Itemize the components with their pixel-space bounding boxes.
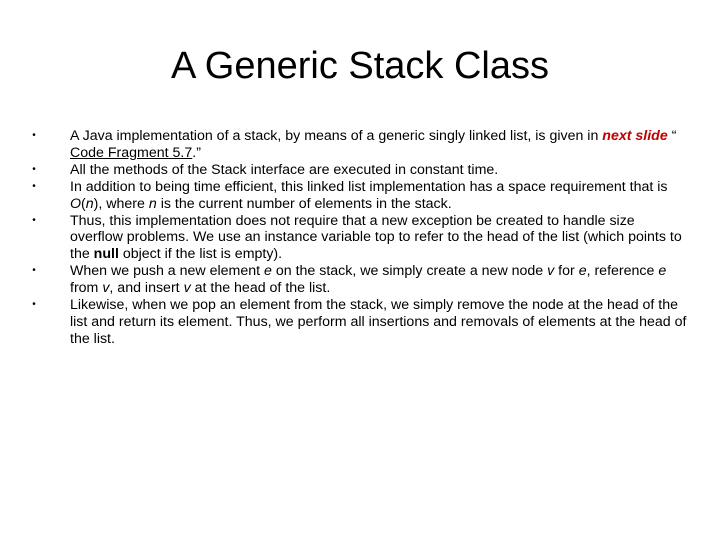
bullet-icon: •	[32, 299, 36, 311]
bullet-item: • When we push a new element e on the stack, we simply create a new node v for e, reference e from v, and insert v at the head of the list.	[28, 263, 688, 297]
bullet-icon: •	[32, 163, 36, 175]
bullet-item: • In addition to being time efficient, this linked list implementation has a space requirement that is O(n), where n is the current number of elements in the stack.	[28, 179, 688, 213]
code-fragment-ref: Code Fragment 5.7	[70, 144, 193, 161]
next-slide-link[interactable]: next slide	[602, 128, 668, 144]
bullet-item: • A Java implementation of a stack, by means of a generic singly linked list, is given in next slide “ Code Fragment 5.7.”	[28, 128, 688, 162]
bullet-icon: •	[32, 130, 36, 141]
bullet-icon: •	[32, 265, 36, 277]
slide-title: A Generic Stack Class	[170, 45, 550, 87]
bullet-item: • Thus, this implementation does not require that a new exception be created to handle size overflow problems. We use an instance variable top to refer to the head of the list (which points to the null object if the list is empty).	[28, 213, 688, 264]
bullet-item: • Likewise, when we pop an element from the stack, we simply remove the node at the head of the list and return its element. Thus, we perform all insertions and removals of elements at the head of the list.	[28, 297, 688, 348]
bullet-list	[28, 128, 688, 348]
bullet-item: • All the methods of the Stack interface are executed in constant time.	[28, 162, 688, 179]
bullet-icon: •	[32, 180, 36, 192]
bullet-icon: •	[32, 214, 36, 226]
